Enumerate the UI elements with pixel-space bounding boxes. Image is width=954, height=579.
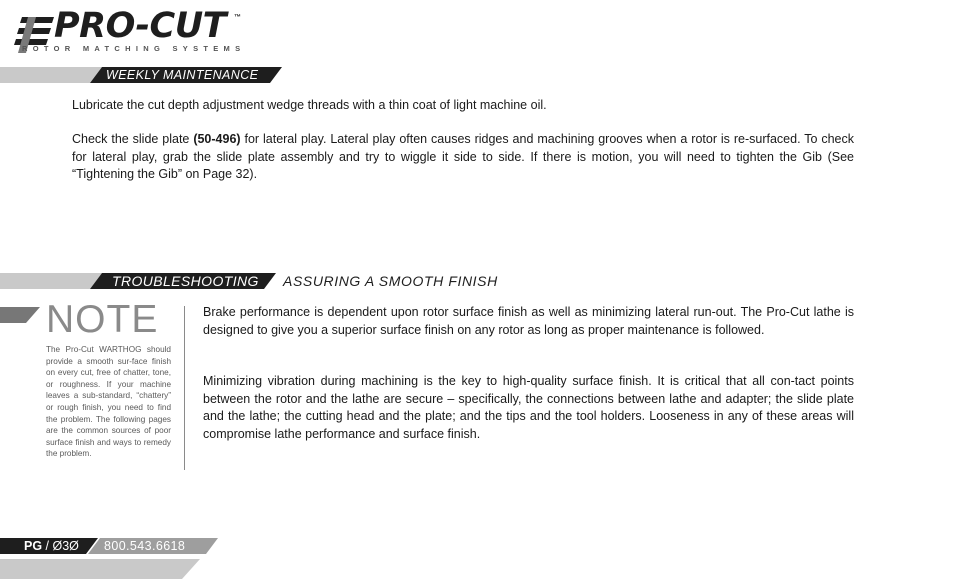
troubleshooting-paragraph-1: Brake performance is dependent upon rotor surface finish as well as minimizing lateral run-out. The Pro-Cut lathe is designed to give you a superior surface finish on any rotor as long as proper maintenance is followed. xyxy=(203,305,854,337)
weekly-maintenance-header xyxy=(0,67,954,83)
note-text: The Pro-Cut WARTHOG should provide a smooth sur-face finish on every cut, free of chatter, tone, or roughness. If your machine leaves a sub-standard, “chattery” or rough finish, you need to find the problem. The following pages are the common sources of poor surface finish and ways to remedy the problem. xyxy=(46,345,171,459)
troubleshooting-header xyxy=(0,273,954,289)
weekly-paragraph-1: Lubricate the cut depth adjustment wedge threads with a thin coat of light machine oil. xyxy=(72,98,547,112)
weekly-paragraph-2: Check the slide plate (50-496) for lateral play. Lateral play often causes ridges and machining grooves when a rotor is re-surfaced. To check for lateral play, grab the slide plate assembly and try to wiggle it side to side. If there is motion, you will need to tighten the Gib (See “Tightening the Gib” on Page 32). xyxy=(72,132,855,181)
phone-number: 800.543.6618 xyxy=(104,539,186,553)
weekly-maintenance-heading: WEEKLY MAINTENANCE xyxy=(106,68,259,82)
page-number: PG / Ø3Ø xyxy=(24,539,79,553)
troubleshooting-heading: TROUBLESHOOTING xyxy=(112,273,259,289)
footer-band xyxy=(0,559,200,579)
troubleshooting-subheading: ASSURING A SMOOTH FINISH xyxy=(283,273,498,289)
note-title: NOTE xyxy=(46,298,159,341)
brand-tagline: ROTOR MATCHING SYSTEMS xyxy=(22,44,246,53)
procut-logo xyxy=(14,6,254,56)
note-wedge xyxy=(0,307,40,323)
brand-name: PRO-CUT xyxy=(54,6,227,46)
part-number: (50-496) xyxy=(193,132,241,146)
troubleshooting-paragraph-2: Minimizing vibration during machining is the key to high-quality surface finish. It is critical that all con-tact points between the rotor and the lathe are secure – specifically, the connections between lathe and adapter; the slide plate and the lathe; the cutting head and the plate; and the tips and the tool holders. Looseness in any of these areas will compromise lathe performance and surface finish. xyxy=(203,374,854,441)
note-divider xyxy=(184,306,185,470)
brand-trademark: ™ xyxy=(234,14,241,21)
